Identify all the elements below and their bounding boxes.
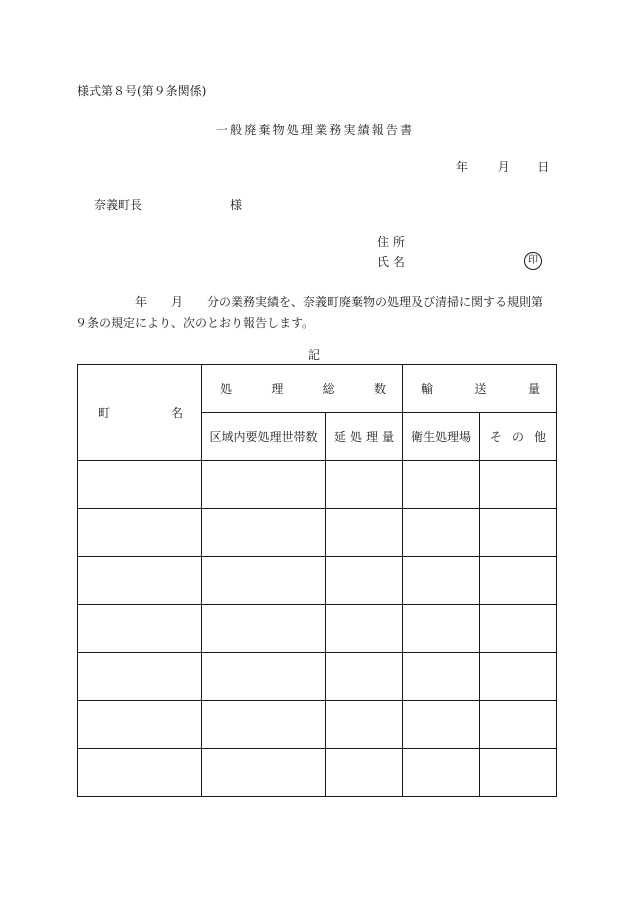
table-cell[interactable]: [326, 653, 403, 701]
ki-heading: 記: [308, 348, 321, 362]
date-year: 年: [456, 160, 469, 174]
processing-total-header: 処 理 総 数: [202, 365, 403, 413]
address-label: 住 所: [377, 235, 405, 249]
date-day: 日: [537, 160, 550, 174]
table-cell[interactable]: [403, 557, 480, 605]
table-row: [78, 605, 557, 653]
table-cell[interactable]: [403, 509, 480, 557]
table-cell[interactable]: [403, 701, 480, 749]
body-paragraph: [75, 292, 555, 334]
households-header: 区域内要処理世帯数: [202, 413, 326, 461]
table-cell[interactable]: [78, 605, 202, 653]
table-row: [78, 461, 557, 509]
table-cell[interactable]: [78, 557, 202, 605]
transport-amount-header: 輸 送 量: [403, 365, 557, 413]
table-cell[interactable]: [403, 461, 480, 509]
table-cell[interactable]: [326, 509, 403, 557]
other-header: そ の 他: [480, 413, 557, 461]
table-row: [78, 509, 557, 557]
table-cell[interactable]: [202, 461, 326, 509]
table-cell[interactable]: [403, 653, 480, 701]
addressee-name: 奈義町長: [94, 198, 143, 212]
report-table: [77, 364, 557, 797]
addressee-honorific: 様: [230, 198, 243, 212]
table-cell[interactable]: [202, 509, 326, 557]
table-cell[interactable]: [202, 749, 326, 797]
table-cell[interactable]: [480, 653, 557, 701]
table-cell[interactable]: [202, 653, 326, 701]
date-month: 月: [497, 160, 510, 174]
town-name-header: 町 名: [78, 365, 202, 461]
table-cell[interactable]: [202, 701, 326, 749]
date-line: [456, 161, 549, 173]
table-cell[interactable]: [480, 509, 557, 557]
table-cell[interactable]: [480, 605, 557, 653]
processing-amount-header: 延 処 理 量: [326, 413, 403, 461]
header-row-1: [78, 365, 557, 413]
name-label: 氏 名: [377, 255, 405, 269]
table-cell[interactable]: [78, 653, 202, 701]
table-cell[interactable]: [480, 461, 557, 509]
table-cell[interactable]: [78, 509, 202, 557]
seal-mark: 印: [524, 252, 542, 270]
body-line-1: 年 月 分の業務実績を、奈義町廃棄物の処理及び清掃に関する規則第: [75, 295, 544, 309]
body-line-2: ９条の規定により、次のとおり報告します。: [75, 316, 315, 330]
table-cell[interactable]: [326, 605, 403, 653]
sanitation-plant-header: 衛生処理場: [403, 413, 480, 461]
table-cell[interactable]: [403, 605, 480, 653]
table-cell[interactable]: [78, 749, 202, 797]
table-cell[interactable]: [326, 749, 403, 797]
table-cell[interactable]: [202, 557, 326, 605]
table-cell[interactable]: [403, 749, 480, 797]
table-row: [78, 653, 557, 701]
table-cell[interactable]: [480, 701, 557, 749]
table-row: [78, 749, 557, 797]
table-cell[interactable]: [326, 557, 403, 605]
table-row: [78, 701, 557, 749]
table-cell[interactable]: [78, 701, 202, 749]
form-number-label: 様式第８号(第９条関係): [77, 84, 207, 98]
table-cell[interactable]: [480, 749, 557, 797]
addressee: [94, 199, 242, 211]
table-cell[interactable]: [326, 461, 403, 509]
table-cell[interactable]: [326, 701, 403, 749]
table-row: [78, 557, 557, 605]
table-cell[interactable]: [78, 461, 202, 509]
table-cell[interactable]: [202, 605, 326, 653]
document-title: 一般廃棄物処理業務実績報告書: [216, 123, 415, 137]
table-cell[interactable]: [480, 557, 557, 605]
